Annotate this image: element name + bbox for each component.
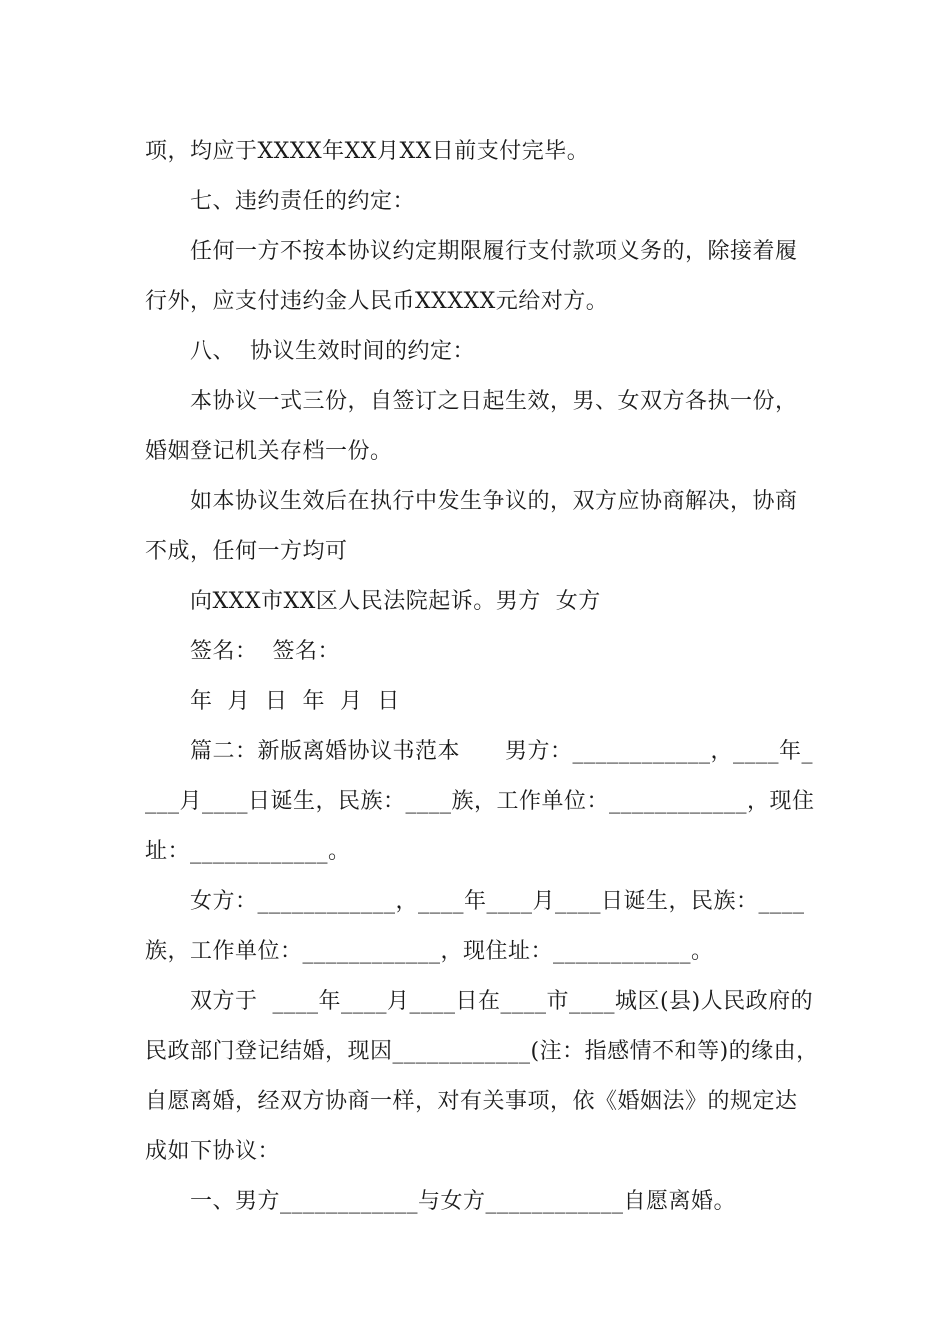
paragraph-line: 成如下协议： [145,1139,281,1164]
paragraph-line: 本协议一式三份，自签订之日起生效，男、女双方各执一份， [190,389,798,414]
paragraph-line: 不成，任何一方均可 [145,539,348,564]
paragraph-line: 双方于 ____年____月____日在____市____城区(县)人民政府的 [190,989,814,1014]
signature-line: 签名： 签名： [190,639,340,664]
paragraph-line: ___月____日诞生，民族：____族，工作单位：____________，现住 [145,789,815,814]
paragraph-line: 女方：____________，____年____月____日诞生，民族：____ [190,889,805,914]
section-heading: 七、违约责任的约定： [190,189,416,214]
date-line: 年 月 日 年 月 日 [190,689,400,714]
paragraph-line: 自愿离婚，经双方协商一样，对有关事项，依《婚姻法》的规定达 [145,1089,798,1114]
paragraph-line: 任何一方不按本协议约定期限履行支付款项义务的，除接着履 [190,239,798,264]
paragraph-line: 址：____________。 [145,839,351,864]
paragraph-line: 如本协议生效后在执行中发生争议的，双方应协商解决，协商 [190,489,798,514]
paragraph-line: 族，工作单位：____________，现住址：____________。 [145,939,714,964]
paragraph-line: 篇二：新版离婚协议书范本 男方：____________，____年_ [190,739,813,764]
paragraph-line: 婚姻登记机关存档一份。 [145,439,393,464]
paragraph-line: 一、男方____________与女方____________自愿离婚。 [190,1189,737,1214]
paragraph-line: 民政部门登记结婚，现因____________(注：指感情不和等)的缘由， [145,1039,819,1064]
section-heading: 八、 协议生效时间的约定： [190,339,475,364]
paragraph-line: 向XXX市XX区人民法院起诉。男方 女方 [190,589,601,614]
paragraph-line: 行外，应支付违约金人民币XXXXX元给对方。 [145,289,609,314]
paragraph-line: 项，均应于XXXX年XX月XX日前支付完毕。 [145,139,590,164]
